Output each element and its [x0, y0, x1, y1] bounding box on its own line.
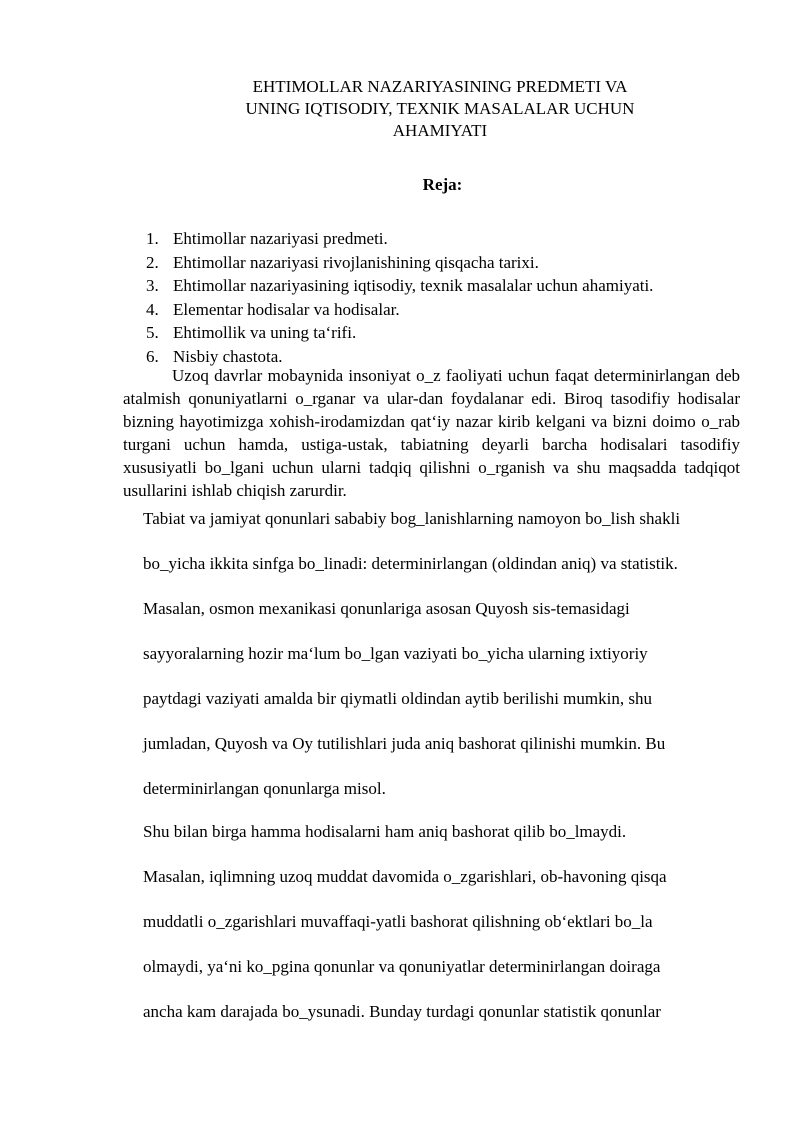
paragraph-line: determinirlangan qonunlarga misol. [143, 779, 386, 798]
plan-item [146, 274, 653, 298]
plan-item-number: 4. [146, 299, 159, 319]
document-title [140, 76, 740, 142]
paragraph-line: bo_yicha ikkita sinfga bo_linadi: determinirlangan (oldindan aniq) va statistik. [143, 554, 678, 573]
plan-item-number: 3. [146, 276, 159, 295]
plan-item [146, 251, 653, 275]
plan-item [146, 298, 653, 322]
paragraph-line: Masalan, osmon mexanikasi qonunlariga asosan Quyosh sis-temasidagi [143, 599, 630, 618]
plan-item-text: Ehtimollar nazariyasi rivojlanishining qisqacha tarixi. [173, 252, 539, 272]
title-line: UNING IQTISODIY, TEXNIK MASALALAR UCHUN [245, 99, 635, 118]
paragraph-line: ancha kam darajada bo_ysunadi. Bunday turdagi qonunlar statistik qonunlar [143, 1002, 661, 1021]
plan-item-text: Ehtimollik va uning ta‘rifi. [173, 323, 357, 342]
plan-heading: Reja: [422, 175, 463, 194]
plan-item-text: Ehtimollar nazariyasi predmeti. [173, 229, 388, 248]
plan-item-number: 6. [146, 346, 159, 366]
plan-list [146, 227, 653, 368]
plan-item-number: 5. [146, 323, 159, 342]
paragraph-line: Shu bilan birga hamma hodisalarni ham aniq bashorat qilib bo_lmaydi. [143, 822, 627, 841]
plan-item-text: Elementar hodisalar va hodisalar. [173, 299, 400, 319]
title-line: EHTIMOLLAR NAZARIYASINING PREDMETI VA [252, 77, 628, 96]
paragraph-line: paytdagi vaziyati amalda bir qiymatli oldindan aytib berilishi mumkin, shu [143, 689, 652, 708]
paragraph-line: sayyoralarning hozir ma‘lum bo_lgan vaziyati bo_yicha ularning ixtiyoriy [143, 644, 648, 663]
paragraph-line: Masalan, iqlimning uzoq muddat davomida o_zgarishlari, ob-havoning qisqa [143, 867, 667, 886]
intro-paragraph: Uzoq davrlar mobaynida insoniyat o_z faoliyati uchun faqat determinirlangan deb atalmish qonuniyatlarni o_rganar va ular-dan foydalanar edi. Biroq tasodifiy hodisalar bizning hayotimizga xohish-irodamizdan qat‘iy nazar kirib kelgani va bizni doimo o_rab turgani uchun hamda, ustiga-ustak, tabiatning deyarli barcha hodisalari tasodifiy xususiyatli bo_lgani uchun ularni tadqiq qilishni o_rganish va shu maqsadda tadqiqot usullarini ishlab chiqish zarurdir. [123, 366, 740, 500]
paragraph-line: muddatli o_zgarishlari muvaffaqi-yatli bashorat qilishning ob‘ektlari bo_la [143, 912, 653, 931]
plan-item [146, 227, 653, 251]
paragraph-laws [143, 496, 680, 811]
plan-item-text: Nisbiy chastota. [173, 346, 283, 366]
title-line: AHAMIYATI [392, 121, 488, 140]
plan-item-text: Ehtimollar nazariyasining iqtisodiy, texnik masalalar uchun ahamiyati. [173, 276, 654, 295]
plan-item [146, 321, 653, 345]
paragraph-line: olmaydi, ya‘ni ko_pgina qonunlar va qonuniyatlar determinirlangan doiraga [143, 957, 661, 976]
paragraph-line: jumladan, Quyosh va Oy tutilishlari juda aniq bashorat qilinishi mumkin. Bu [143, 734, 666, 753]
plan-item-number: 1. [146, 229, 159, 248]
paragraph-statistical [143, 809, 667, 1034]
paragraph-line: Tabiat va jamiyat qonunlari sababiy bog_lanishlarning namoyon bo_lish shakli [143, 509, 681, 528]
plan-item-number: 2. [146, 252, 159, 272]
